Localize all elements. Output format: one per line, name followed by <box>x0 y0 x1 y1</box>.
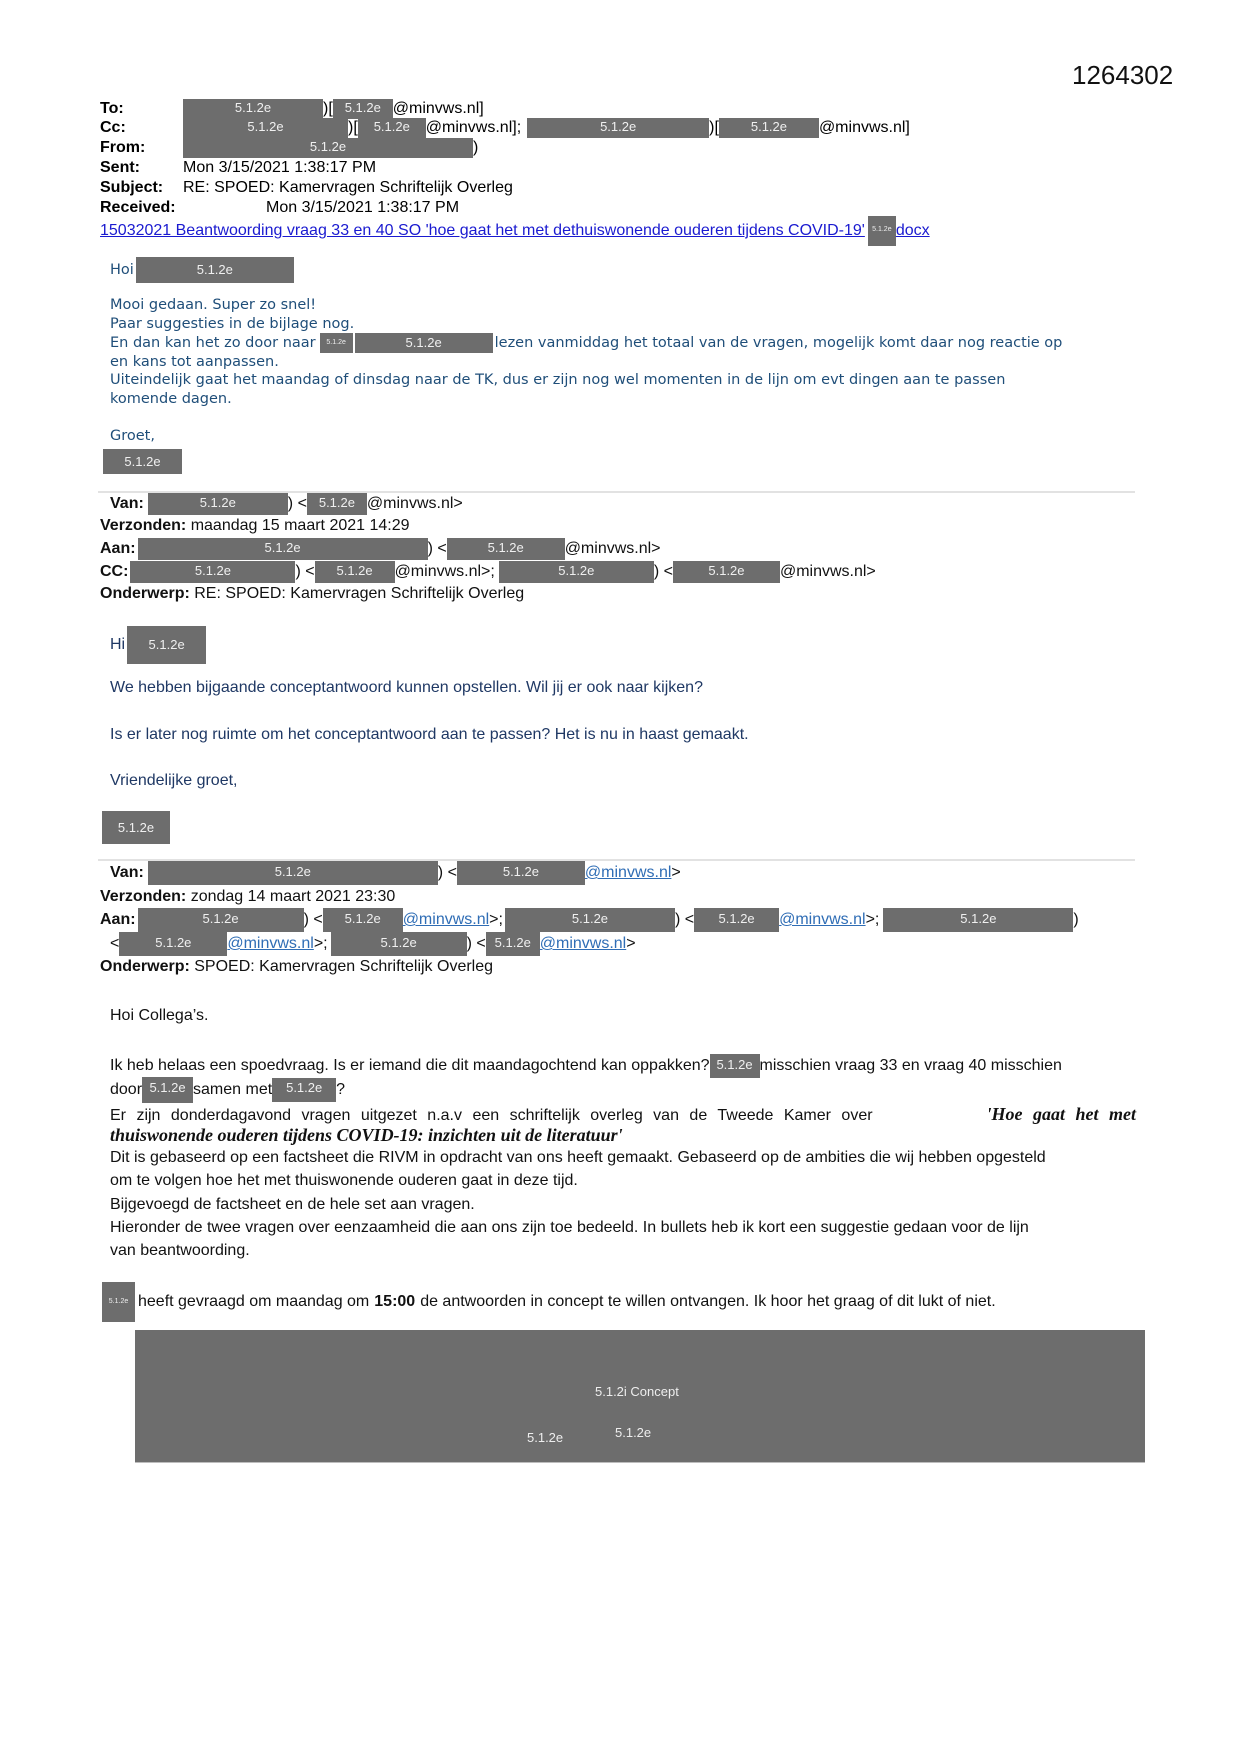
subject-value: RE: SPOED: Kamervragen Schriftelijk Overleg <box>183 179 513 196</box>
report-title: thuiswonende ouderen tijdens COVID-19: inzichten uit de literatuur' <box>110 1125 623 1145</box>
to-email-suffix: @minvws.nl] <box>392 100 484 117</box>
signature-redaction: 5.1.2e <box>102 811 170 844</box>
redaction: 5.1.2e <box>183 99 323 119</box>
body-line-justified: Er zijn donderdagavond vragen uitgezet n.a.v een schriftelijk overleg van de Tweede Kamer over 'Hoe gaat het met <box>110 1104 1136 1124</box>
email-link[interactable]: @minvws.nl <box>584 864 672 881</box>
onderwerp-row: Onderwerp: RE: SPOED: Kamervragen Schriftelijk Overleg <box>100 585 525 602</box>
redaction: 5.1.2e <box>315 561 395 583</box>
redaction: 5.1.2e <box>527 118 709 138</box>
greeting: Hoi <box>110 262 134 278</box>
redaction: 5.1.2e <box>505 908 675 932</box>
redaction: 5.1.2e <box>355 333 493 353</box>
attachment-ext[interactable]: docx <box>895 222 930 239</box>
redaction: 5.1.2e <box>272 1078 336 1102</box>
redaction: 5.1.2e <box>307 493 367 515</box>
body-line: van beantwoording. <box>110 1242 250 1259</box>
email-link[interactable]: @minvws.nl <box>227 935 314 952</box>
body-line: Bijgevoegd de factsheet en de hele set aan vragen. <box>110 1196 475 1213</box>
email-link[interactable]: @minvws.nl <box>402 911 490 928</box>
redaction: 5.1.2e <box>136 257 294 283</box>
attachment-link[interactable] <box>100 218 930 244</box>
van-row: Van: 5.1.2e ) < 5.1.2e @minvws.nl > <box>110 861 681 885</box>
aan-row-continued: < 5.1.2e @minvws.nl >; 5.1.2e ) < 5.1.2e @minvws.nl > <box>110 932 636 956</box>
redaction: 5.1.2e <box>331 932 467 956</box>
van-row: Van: 5.1.2e ) < 5.1.2e @minvws.nl> <box>110 493 463 515</box>
closing: Vriendelijke groet, <box>110 772 238 789</box>
closing: Groet, <box>110 428 155 444</box>
cc-row: CC: 5.1.2e ) < 5.1.2e @minvws.nl>; 5.1.2e ) < 5.1.2e @minvws.nl> <box>100 561 876 583</box>
redaction: 5.1.2e <box>333 99 393 119</box>
sent-value: Mon 3/15/2021 1:38:17 PM <box>183 159 377 176</box>
body-line: komende dagen. <box>110 391 232 407</box>
redaction: 5.1.2e <box>138 538 428 560</box>
body-paragraph: Is er later nog ruimte om het conceptantwoord aan te passen? Het is nu in haast gemaakt. <box>110 726 749 743</box>
received-label: Received: <box>100 199 176 216</box>
redaction: 5.1.2e <box>883 908 1073 932</box>
cc-row: 5.1.2e )[ 5.1.2e @minvws.nl]; 5.1.2e )[ 5.1.2e @minvws.nl] <box>183 118 910 138</box>
redaction: 5.1.2e <box>102 1282 135 1322</box>
concept-redaction: 5.1.2e <box>615 1425 652 1440</box>
concept-redaction: 5.1.2e <box>527 1430 564 1445</box>
redaction: 5.1.2e <box>320 333 353 353</box>
body-line: Ik heb helaas een spoedvraag. Is er iemand die dit maandagochtend kan oppakken? 5.1.2e misschien vraag 33 en vraag 40 misschien <box>110 1054 1062 1078</box>
redaction: 5.1.2e <box>358 118 426 138</box>
verzonden-row: Verzonden: maandag 15 maart 2021 14:29 <box>100 517 410 534</box>
body-paragraph: We hebben bijgaande conceptantwoord kunnen opstellen. Wil jij er ook naar kijken? <box>110 679 703 696</box>
aan-row: Aan: 5.1.2e ) < 5.1.2e @minvws.nl >; 5.1.2e ) < 5.1.2e @minvws.nl >; 5.1.2e ) <box>100 908 1079 932</box>
signature-redaction: 5.1.2e <box>103 449 182 474</box>
attachment-link-text[interactable]: 15032021 Beantwoording vraag 33 en 40 SO 'hoe gaat het met dethuiswonende ouderen tijdens COVID-19' <box>100 222 865 239</box>
redaction: 5.1.2e <box>447 538 565 560</box>
redaction: 5.1.2e <box>183 118 348 138</box>
body-line: om te volgen hoe het met thuiswonende ouderen gaat in deze tijd. <box>110 1172 578 1189</box>
redaction: 5.1.2e <box>183 138 473 158</box>
body-line: En dan kan het zo door naar 5.1.2e 5.1.2e lezen vanmiddag het totaal van de vragen, mogelijk komt daar nog reactie op <box>110 335 1063 351</box>
body-line: Uiteindelijk gaat het maandag of dinsdag naar de TK, dus er zijn nog wel momenten in de lijn om evt dingen aan te passen <box>110 372 1006 388</box>
cc-label: Cc: <box>100 119 126 136</box>
verzonden-row: Verzonden: zondag 14 maart 2021 23:30 <box>100 888 396 905</box>
redaction: 5.1.2e <box>130 561 295 583</box>
document-number: 1264302 <box>1072 60 1174 90</box>
from-row: 5.1.2e ) <box>183 138 478 158</box>
sent-label: Sent: <box>100 159 140 176</box>
body-line: Dit is gebaseerd op een factsheet die RIVM in opdracht van ons heeft gemaakt. Gebaseerd op de ambities die wij hebben opgesteld <box>110 1149 1046 1166</box>
redaction: 5.1.2e <box>142 1077 193 1103</box>
body-line: Paar suggesties in de bijlage nog. <box>110 316 355 332</box>
email-link[interactable]: @minvws.nl <box>779 911 866 928</box>
redaction: 5.1.2e <box>694 908 779 932</box>
body-line: door 5.1.2e samen met 5.1.2e ? <box>110 1077 345 1103</box>
body-line: en kans tot aanpassen. <box>110 354 279 370</box>
redaction: 5.1.2e <box>148 493 288 515</box>
redaction: 5.1.2e <box>148 861 438 885</box>
body-line: Hieronder de twee vragen over eenzaamheid die aan ons zijn toe bedeeld. In bullets heb ik kort een suggestie gedaan voor de lijn <box>110 1219 1029 1236</box>
aan-row: Aan: 5.1.2e ) < 5.1.2e @minvws.nl> <box>100 538 661 560</box>
to-row: 5.1.2e )[ 5.1.2e @minvws.nl] <box>183 99 484 119</box>
redaction: 5.1.2e <box>138 908 304 932</box>
body-line: 5.1.2e heeft gevraagd om maandag om 15:00 de antwoorden in concept te willen ontvangen. Ik hoor het graag of dit lukt of niet. <box>102 1282 996 1322</box>
redaction: 5.1.2e <box>486 932 540 956</box>
subject-label: Subject: <box>100 179 164 196</box>
redaction: 5.1.2e <box>868 216 896 246</box>
redaction: 5.1.2e <box>119 932 227 956</box>
received-value: Mon 3/15/2021 1:38:17 PM <box>266 199 460 216</box>
concept-label: 5.1.2i Concept <box>595 1384 679 1399</box>
report-title: 'Hoe gaat het met <box>986 1104 1136 1124</box>
body-line: Mooi gedaan. Super zo snel! <box>110 297 317 313</box>
greeting: Hoi Collega’s. <box>110 1007 209 1024</box>
email-link[interactable]: @minvws.nl <box>539 935 627 952</box>
redacted-concept-block <box>135 1330 1145 1463</box>
deadline-time: 15:00 <box>374 1293 416 1310</box>
onderwerp-row: Onderwerp: SPOED: Kamervragen Schriftelijk Overleg <box>100 958 494 975</box>
to-label: To: <box>100 100 124 117</box>
greeting-row: Hi 5.1.2e <box>110 626 206 664</box>
from-label: From: <box>100 139 146 156</box>
redaction: 5.1.2e <box>499 561 654 583</box>
redaction: 5.1.2e <box>127 626 206 664</box>
redaction: 5.1.2e <box>673 561 780 583</box>
greeting-row <box>110 257 294 283</box>
redaction: 5.1.2e <box>457 861 585 885</box>
redaction: 5.1.2e <box>323 908 403 932</box>
redaction: 5.1.2e <box>710 1054 760 1078</box>
redaction: 5.1.2e <box>719 118 819 138</box>
